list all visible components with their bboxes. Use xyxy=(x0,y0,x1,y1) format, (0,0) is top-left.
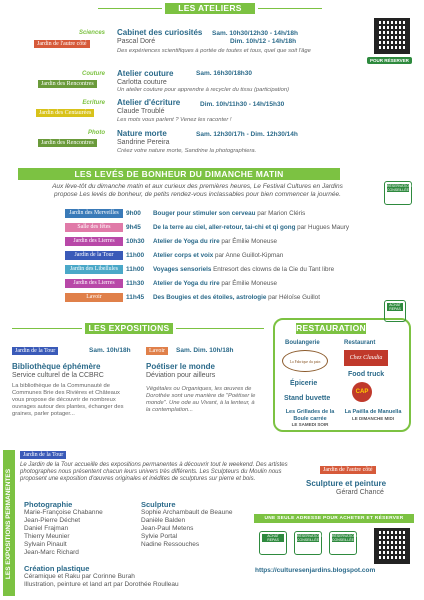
levee-by: par Hugues Maury xyxy=(295,224,349,231)
sculptor: Jean-Paul Metens xyxy=(141,525,194,532)
levee-time: 10h30 xyxy=(126,238,145,245)
levee-title: Bouger pour stimuler son cerveau xyxy=(153,210,256,217)
photographer: Thierry Meunier xyxy=(24,533,70,540)
sculptor: Sylvie Portal xyxy=(141,533,178,540)
levee-by: par Émilie Moneuse xyxy=(219,280,278,287)
sculptor: Danièle Balden xyxy=(141,517,186,524)
foodtruck-logo: CAP xyxy=(352,382,372,402)
expositions-divider xyxy=(12,328,82,329)
qr-code-ateliers[interactable] xyxy=(374,18,410,54)
levee-text xyxy=(153,208,305,219)
expo-dates: Sam. Dim. 10h/18h xyxy=(176,347,234,354)
atelier-person: Sandrine Pereira xyxy=(117,139,170,146)
rest-paella xyxy=(344,409,402,422)
autre-cote-person: Gérard Chancé xyxy=(336,489,384,496)
levee-title: Des Bougies et des étoiles, astrologie xyxy=(153,294,267,301)
restaurant-logo: Chez Claudia xyxy=(344,350,388,366)
levee-title: Voyages sensoriels xyxy=(153,266,212,273)
atelier-date: Dim. 10h/11h30 - 14h/15h30 xyxy=(200,101,285,108)
photographer: Sylvain Pinault xyxy=(24,541,67,548)
atelier-category: Couture xyxy=(82,71,105,77)
restauration-banner: RESTAURATION xyxy=(296,323,366,333)
sculptor: Nadine Ressouches xyxy=(141,541,200,548)
paella-label: La Paëlla de Manuella xyxy=(344,409,402,415)
levee-text xyxy=(153,236,277,247)
perm-place-tag: Jardin de la Tour xyxy=(20,451,66,459)
atelier-title: Atelier d'écriture xyxy=(117,98,181,107)
reservation-icon[interactable] xyxy=(294,531,322,555)
ateliers-divider-right xyxy=(258,8,322,9)
autre-cote-title: Sculpture et peinture xyxy=(306,479,387,488)
levee-time: 11h45 xyxy=(126,294,145,301)
hand-label: RÉSERVATION CONSEILLÉE xyxy=(332,534,357,542)
footer-url[interactable]: https://culturesenjardins.blogspot.com xyxy=(255,567,376,574)
atelier-title: Atelier couture xyxy=(117,69,174,78)
permanentes-vertical-label: LES EXPOSITIONS PERMANENTES xyxy=(5,468,12,580)
photographer: Marie-Françoise Chabanne xyxy=(24,509,103,516)
atelier-category: Ecriture xyxy=(82,100,105,106)
levees-intro-line-1: Aux lève-tôt du dimanche matin et aux curieux des premières heures, Le Festival Cultures en Jardins xyxy=(52,183,343,190)
creation-line: Illustration, peinture et land art par Dorothée Roulleau xyxy=(24,581,179,588)
expo-title: Poétiser le monde xyxy=(146,362,215,371)
qr-code-footer[interactable] xyxy=(374,528,410,564)
rest-label: Food truck xyxy=(348,371,385,378)
atelier-title: Nature morte xyxy=(117,129,167,138)
unique-address-banner: UNE SEULE ADRESSE POUR ACHETER ET RÉSERVER xyxy=(254,514,414,523)
levee-place: Jardin des Libellules xyxy=(65,265,123,274)
sculptor: Sophie Archambault de Beaune xyxy=(141,509,233,516)
levee-by: par Marion Cléris xyxy=(255,210,306,217)
atelier-date: Sam. 12h30/17h - Dim. 12h30/14h xyxy=(196,131,298,138)
hand-label: ACHAT REPAS xyxy=(262,534,284,542)
photographers-list xyxy=(24,509,103,557)
ateliers-divider xyxy=(98,8,162,9)
levee-place: Jardin de la Tour xyxy=(65,251,123,260)
levee-place: Jardin des Lierres xyxy=(65,237,123,246)
levee-time: 11h30 xyxy=(126,280,145,287)
reservation-label: RÉSERVATION CONSEILLÉE xyxy=(387,184,412,192)
atelier-category: Photo xyxy=(88,130,105,136)
achat-repas-icon[interactable] xyxy=(259,531,287,555)
levee-place: Salle des fêtes xyxy=(65,223,123,232)
atelier-place-tag: Jardin des Rencontres xyxy=(38,139,97,147)
achat-repas-label: ACHAT REPAS xyxy=(387,303,403,311)
atelier-person: Claude Troublé xyxy=(117,108,165,115)
levee-text xyxy=(153,278,277,289)
grillades-when: LE SAMEDI SOIR xyxy=(291,422,329,427)
expo-subtitle: Déviation pour ailleurs xyxy=(146,372,216,379)
levee-by: par Anne Guillot-Kipman xyxy=(213,252,284,259)
atelier-desc: Des expériences scientifiques à portée de toutes et tous, quel que soit l'âge xyxy=(117,48,311,54)
levees-banner: LES LEVÉS DE BONHEUR DU DIMANCHE MATIN xyxy=(18,168,340,180)
levee-place: Lavoir xyxy=(65,293,123,302)
hand-label: RÉSERVATION CONSEILLÉE xyxy=(297,534,322,542)
levee-place: Jardin des Lierres xyxy=(65,279,123,288)
levee-title: Atelier de Yoga du rire xyxy=(153,280,220,287)
levees-intro xyxy=(15,183,380,199)
creation-title: Création plastique xyxy=(24,564,90,573)
rest-label: Restaurant xyxy=(344,340,376,346)
photographer: Jean-Marc Richard xyxy=(24,549,79,556)
paella-when: LE DIMANCHE MIDI xyxy=(352,415,394,421)
photographer: Daniel Frajman xyxy=(24,525,69,532)
rest-label: Boulangerie xyxy=(285,340,320,346)
atelier-place-tag: Jardin des Centaurées xyxy=(36,109,94,117)
reservation-icon[interactable] xyxy=(329,531,357,555)
levee-title: Atelier de Yoga du rire xyxy=(153,238,220,245)
atelier-desc: Un atelier couture pour apprendre à recycler du tissu (participation) xyxy=(117,87,290,93)
levee-place: Jardin des Merveilles xyxy=(65,209,123,218)
reserve-badge[interactable]: POUR RÉSERVER xyxy=(367,57,412,64)
levee-title: De la terre au ciel, aller-retour, tai-chi et qi gong xyxy=(153,224,296,231)
levee-time: 11h00 xyxy=(126,252,145,259)
expo-place-tag: Jardin de la Tour xyxy=(12,347,58,355)
atelier-place-tag: Jardin des Rencontres xyxy=(38,80,97,88)
rest-label: Épicerie xyxy=(290,380,318,387)
grillades-label: Les Grillades de la Boule carrée xyxy=(285,409,335,422)
photo-title: Photographie xyxy=(24,500,73,509)
levee-text xyxy=(153,222,349,233)
creation-list xyxy=(24,573,179,589)
expositions-divider-right xyxy=(176,328,264,329)
expo-title: Bibliothèque éphémère xyxy=(12,362,101,371)
expo-desc: La bibliothèque de la Communauté de Communes Brie des Rivières et Châteaux vous propose de découvrir de nombreux ouvrages autour des plantes, échanger des graines, parler potager... xyxy=(12,383,124,417)
expo-place-tag: Lavoir xyxy=(146,347,168,355)
atelier-category: Sciences xyxy=(78,30,105,36)
sculptors-list xyxy=(141,509,232,549)
creation-line: Céramique et Raku par Corinne Burah xyxy=(24,573,135,580)
atelier-desc: Les mots vous parlent ? Venez les raconter ! xyxy=(117,117,232,123)
atelier-date: Sam. 10h30/12h30 - 14h/18h xyxy=(212,30,298,37)
atelier-date: Dim. 10h/12 - 14h/18h xyxy=(230,38,297,45)
expositions-banner: LES EXPOSITIONS xyxy=(85,323,173,334)
photographer: Jean-Pierre Déchet xyxy=(24,517,80,524)
atelier-person: Pascal Doré xyxy=(117,38,156,45)
levee-title: Atelier corps et voix xyxy=(153,252,214,259)
expo-dates: Sam. 10h/18h xyxy=(89,347,131,354)
levee-text xyxy=(153,292,320,303)
atelier-date: Sam. 16h30/18h30 xyxy=(196,70,253,77)
levees-intro-line-2: propose Les levés de bonheur, de petits rendez-vous inclassables pour bien commencer la journée. xyxy=(54,191,341,198)
levees-list xyxy=(0,208,424,312)
levee-by: par Émilie Moneuse xyxy=(219,238,278,245)
levee-by: Entresort des clowns de la Cie du Tant libre xyxy=(211,266,335,273)
atelier-place-tag: Jardin de l'autre côté xyxy=(34,40,90,48)
atelier-person: Carlotta couture xyxy=(117,79,167,86)
ateliers-banner: LES ATELIERS xyxy=(165,3,255,14)
perm-desc: Le Jardin de la Tour accueille des expositions permanentes à découvrir tout le weekend. Des artistes photographes nous présentent chacun leurs univers très différents. Les Sculpteurs du Moulin nous proposent une exposition d'œuvres originales et inédites de sculptures sur pierre et bois. xyxy=(20,462,288,482)
levee-time: 9h45 xyxy=(126,224,141,231)
achat-repas-hand-icon[interactable] xyxy=(384,300,406,322)
levee-text xyxy=(153,264,334,275)
autre-cote-place-tag: Jardin de l'autre côté xyxy=(320,466,376,474)
levee-time: 9h00 xyxy=(126,210,141,217)
sculpt-title: Sculpture xyxy=(141,500,176,509)
rest-grillades xyxy=(278,409,342,429)
levee-time: 11h00 xyxy=(126,266,145,273)
bakery-logo: La Fabrique du pain xyxy=(282,350,328,372)
reservation-hand-icon[interactable] xyxy=(384,181,412,205)
atelier-title: Cabinet des curiosités xyxy=(117,28,203,37)
expo-desc: Végétales ou Organiques, les œuvres de Dorothée sont une manière de "Poétiser le monde". Une ode au Vivant, à la lenteur, à la contemplation... xyxy=(146,386,256,413)
levee-text xyxy=(153,250,283,261)
levee-by: par Héloïse Guillot xyxy=(266,294,320,301)
expo-subtitle: Service culturel de la CCBRC xyxy=(12,372,104,379)
rest-label: Stand buvette xyxy=(284,395,331,402)
atelier-desc: Créez votre nature morte, Sandrine la photographiera. xyxy=(117,148,257,154)
